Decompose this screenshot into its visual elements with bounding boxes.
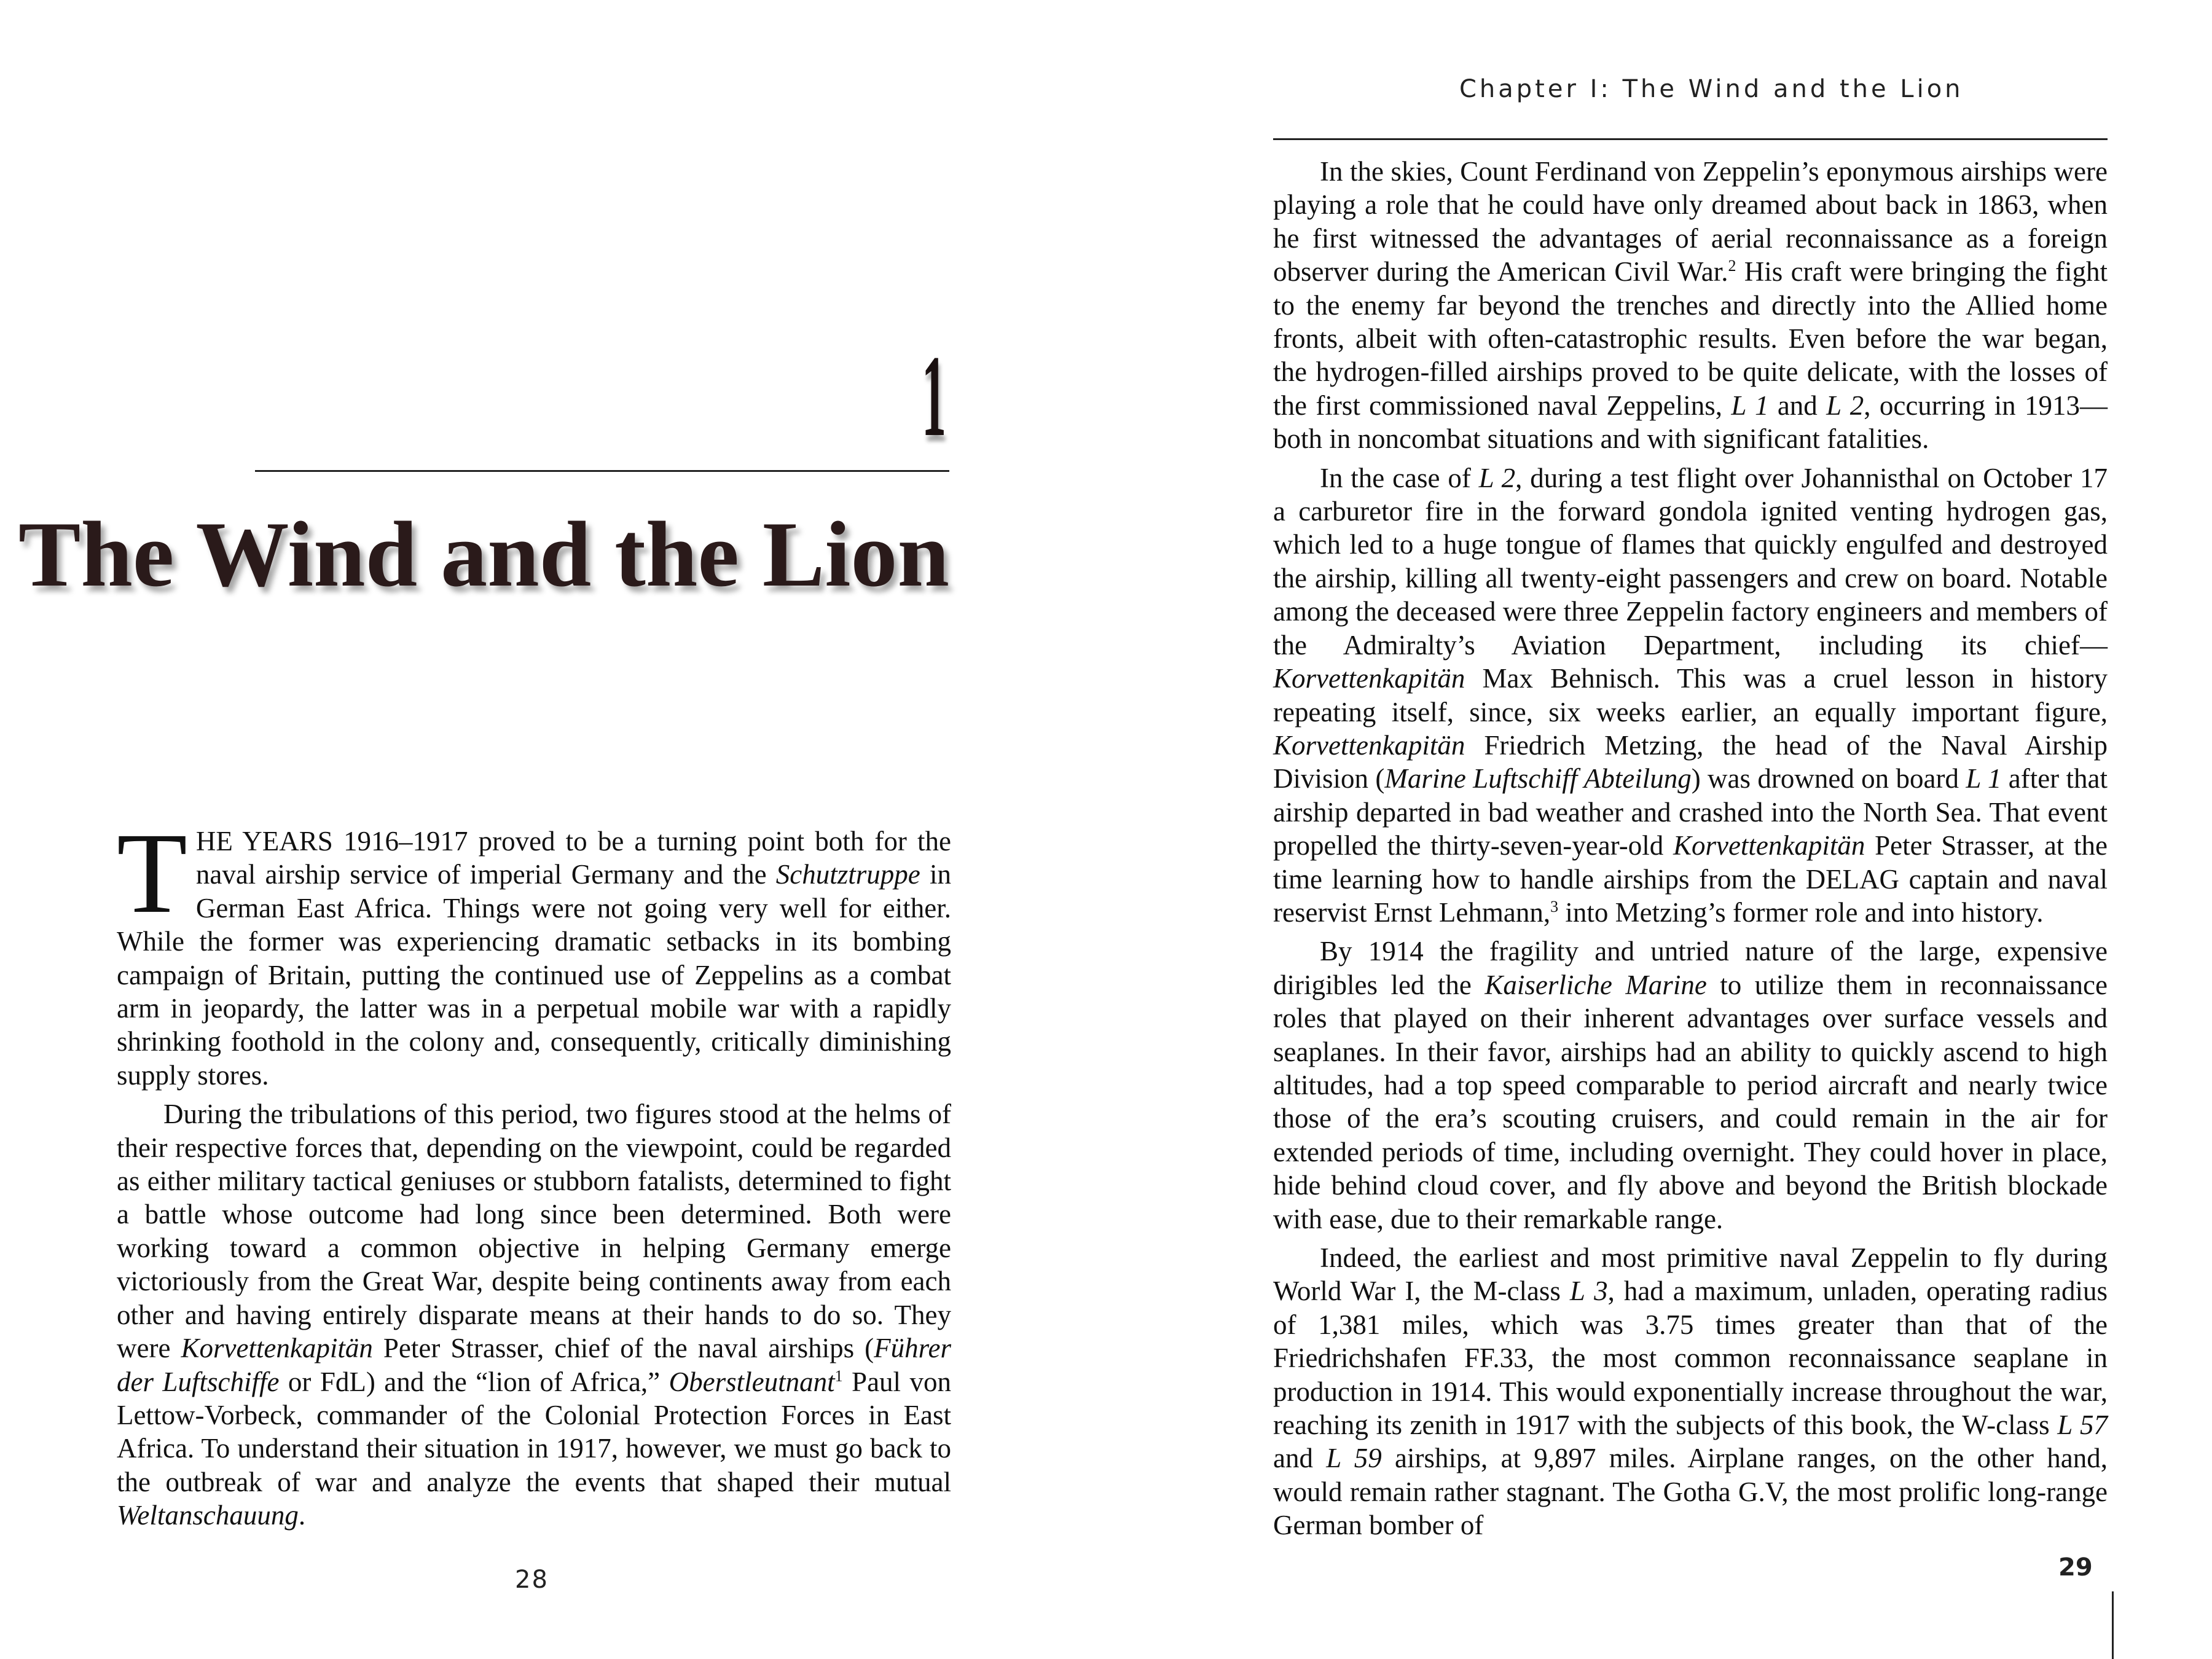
- footnote-marker: 1: [834, 1367, 843, 1385]
- body-paragraph: [1273, 1241, 2108, 1542]
- text-run: His craft were bringing the fight to the enemy far beyond the trenches and directly into the Allied home fronts, albeit with often-catastrophic results. Even before the war began, the hydrogen-filled airships proved to be quite delicate, with the losses of the first commissioned naval Zeppelins,: [1273, 256, 2108, 421]
- text-run: .: [298, 1500, 306, 1531]
- chapter-number: 1: [922, 332, 946, 461]
- body-paragraph: [1273, 935, 2108, 1236]
- chapter-title-rule: [255, 470, 949, 472]
- page-number: 29: [2058, 1553, 2093, 1582]
- text-run: in German East Africa. Things were not going very well for either. While the former was experiencing dramatic setbacks in its bombing campaign of Britain, putting the continued use of Zeppelins as a combat arm in jeopardy, the latter was in a perpetual mobile war with a rapidly shrinking foothold in the colony and, consequently, critically diminishing supply stores.: [117, 859, 951, 1091]
- italic-text: Korvettenkapitän: [181, 1333, 373, 1364]
- italic-text: L 3: [1569, 1276, 1608, 1307]
- italic-text: L 2: [1478, 462, 1516, 493]
- text-run: , occurring in 1913—both in noncombat situations and with significant fatalities.: [1273, 390, 2108, 455]
- footnote-marker: 2: [1728, 257, 1736, 275]
- text-run: into Metzing’s former role and into history.: [1558, 896, 2044, 928]
- lead-in-text: HE YEARS: [195, 826, 333, 857]
- italic-text: Kaiserliche Marine: [1484, 969, 1707, 1000]
- body-paragraph: [117, 1097, 951, 1532]
- right-page-body: [1273, 155, 2108, 1548]
- text-run: 1916–1917 proved to be a turning point both for the naval airship service of imperial Germany and the: [195, 826, 952, 890]
- text-run: and: [1768, 390, 1827, 421]
- text-run: Friedrich Metzing, the head of the Naval Airship Division (: [1273, 729, 2108, 794]
- text-run: after that airship departed in bad weather and crashed into the North Sea. That event propelled the thirty-seven-year-old: [1273, 763, 2108, 861]
- italic-text: Korvettenkapitän: [1273, 729, 1465, 761]
- text-run: Peter Strasser, at the time learning how to handle airships from the DELAG captain and naval reservist Ernst Lehmann,: [1273, 830, 2108, 928]
- text-run: Indeed, the earliest and most primitive naval Zeppelin to fly during World War I, the M-class: [1273, 1242, 2108, 1307]
- italic-text: L 1: [1731, 390, 1769, 421]
- text-run: In the skies, Count Ferdinand von Zeppelin’s eponymous airships were playing a role that he could have only dreamed about back in 1863, when he first witnessed the advantages of aerial reconnaissance as a foreign observer during the American Civil War.: [1273, 156, 2108, 288]
- text-run: Max Behnisch. This was a cruel lesson in history repeating itself, since, six weeks earlier, an equally important figure,: [1273, 663, 2108, 728]
- running-head-rule: [1273, 138, 2108, 140]
- page-number: 28: [515, 1566, 549, 1594]
- left-page-body: [117, 809, 952, 1538]
- text-run: or FdL) and the “lion of Africa,”: [279, 1366, 669, 1397]
- italic-text: L 1: [1966, 763, 2002, 794]
- italic-text: Marine Luftschiff Abteilung: [1384, 763, 1692, 794]
- body-paragraph: [1273, 461, 2108, 930]
- text-run: By 1914 the fragility and untried nature of the large, expensive dirigibles led the: [1273, 936, 2108, 1000]
- text-run: , during a test flight over Johannisthal on October 17 a carburetor fire in the forward gondola ignited venting hydrogen gas, which led to a huge tongue of flames that quickly engulfed and destroyed the airship, killing all twenty-eight passengers and crew on board. Notable among the deceased were three Zeppelin factory engineers and members of the Admiralty’s Aviation Department, including its chief—: [1273, 462, 2108, 661]
- italic-text: L 59: [1326, 1443, 1382, 1474]
- italic-text: L 2: [1826, 390, 1864, 421]
- body-paragraph: [1273, 155, 2108, 456]
- text-run: , had a maximum, unladen, operating radius of 1,381 miles, which was 3.75 times greater than that of the Friedrichshafen FF.33, the most common reconnaissance seaplane in production in 1914. This would exponentially increase throughout the war, reaching its zenith in 1917 with the subjects of this book, the W-class: [1273, 1276, 2108, 1441]
- italic-text: Schutztruppe: [775, 859, 920, 890]
- running-head: Chapter I: The Wind and the Lion: [1459, 75, 1964, 103]
- text-run: In the case of: [1320, 462, 1479, 493]
- text-run: airships, at 9,897 miles. Airplane ranges, on the other hand, would remain rather stagnant. The Gotha G.V, the most prolific long-range German bomber of: [1273, 1443, 2108, 1541]
- text-run: and: [1273, 1443, 1327, 1474]
- italic-text: L 57: [2057, 1410, 2108, 1441]
- text-run: to utilize them in reconnaissance roles that played on their inherent advantages over surface vessels and seaplanes. In their favor, airships had an ability to quickly ascend to high altitudes, had a top speed comparable to period aircraft and nearly twice those of the era’s scouting cruisers, and could remain in the air for extended periods of time, including overnight. They could hover in place, hide behind cloud cover, and fly above and beyond the British blockade with ease, due to their remarkable range.: [1273, 969, 2108, 1234]
- text-run: Paul von Lettow-Vorbeck, commander of the Colonial Protection Forces in East Africa. To understand their situation in 1917, however, we must go back to the outbreak of war and analyze the events that shaped their mutual: [117, 1366, 951, 1497]
- italic-text: Oberstleutnant: [669, 1366, 835, 1397]
- italic-text: Weltanschauung: [117, 1500, 299, 1531]
- footnote-marker: 3: [1550, 897, 1559, 916]
- italic-text: Führer der Luftschiffe: [117, 1333, 951, 1397]
- opening-paragraph: [117, 809, 952, 1092]
- text-run: During the tribulations of this period, two figures stood at the helms of their respective forces that, depending on the viewpoint, could be regarded as either military tactical geniuses or stubborn fatalists, determined to fight a battle whose outcome had long since been determined. Both were working toward a common objective in helping Germany emerge victoriously from the Great War, despite being continents away from each other and having entirely disparate means at their hands to do so. They were: [117, 1099, 951, 1364]
- chapter-title: The Wind and the Lion: [18, 503, 949, 606]
- italic-text: Korvettenkapitän: [1673, 830, 1865, 861]
- drop-cap: T: [117, 809, 187, 937]
- text-run: Peter Strasser, chief of the naval airships (: [372, 1333, 874, 1364]
- right-page: [1106, 0, 2212, 1659]
- italic-text: Korvettenkapitän: [1273, 663, 1465, 694]
- text-run: ) was drowned on board: [1691, 763, 1966, 794]
- page-edge-line: [2112, 1591, 2114, 1659]
